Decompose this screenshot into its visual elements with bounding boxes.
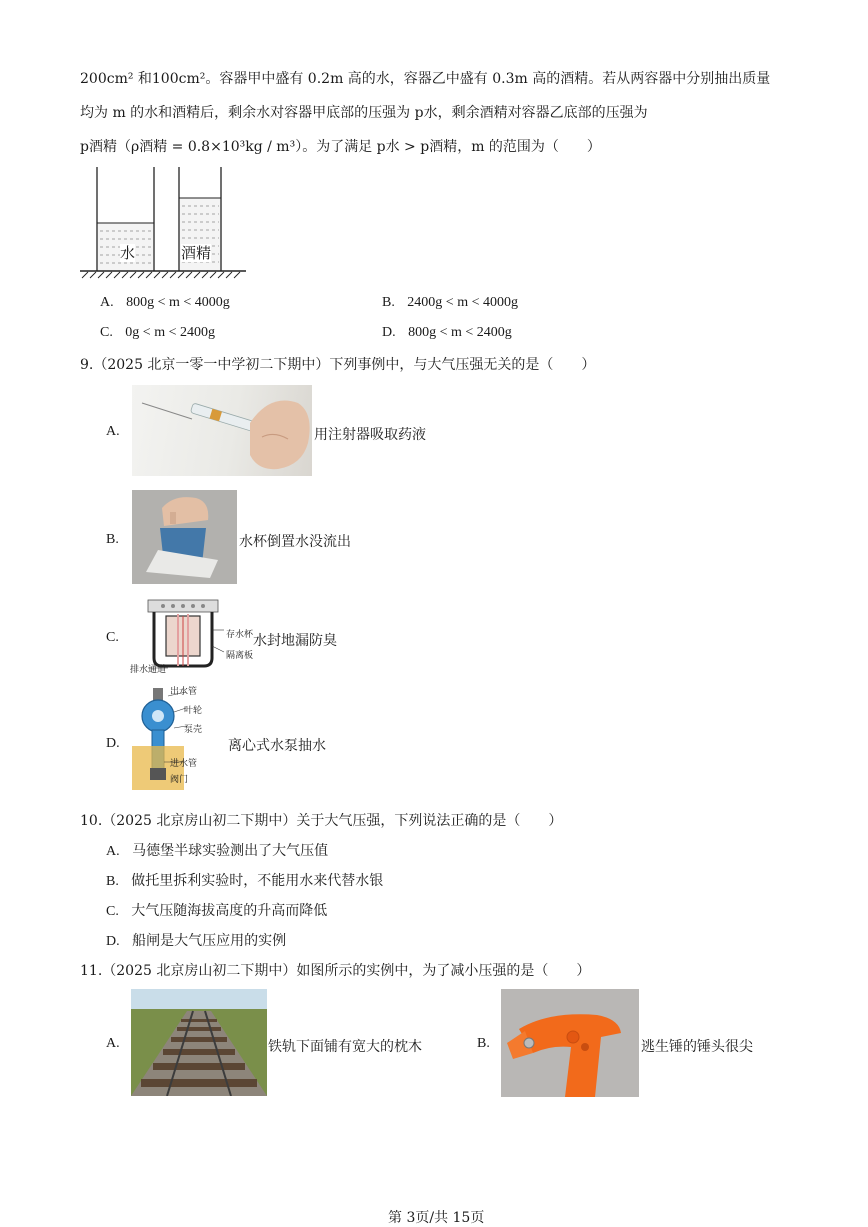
option-text: 2400g < m < 4000g <box>407 295 518 310</box>
fig-d-label: 叶轮 <box>184 706 203 716</box>
q11-stem: 11.（2025 北京房山初二下期中）如图所示的实例中，为了减小压强的是（ ） <box>80 963 591 979</box>
option-text: 做托里拆利实验时，不能用水来代替水银 <box>131 873 384 889</box>
q11-option-b-letter[interactable]: B. <box>477 1036 490 1051</box>
option-text: 0g < m < 2400g <box>125 325 215 340</box>
containers-figure <box>78 165 250 283</box>
option-letter: C. <box>100 325 113 340</box>
fig-d-label: 阀门 <box>170 775 189 785</box>
page-footer: 第 3页/共 15页 <box>388 1210 485 1226</box>
q8-option-d[interactable] <box>382 324 512 341</box>
railway-track-photo <box>131 989 267 1096</box>
fig-d-label: 出水管 <box>170 687 198 697</box>
fig-d-label: 泵壳 <box>184 725 203 735</box>
q8-stem-line-3: p酒精（ρ酒精 = 0.8×10³kg / m³）。为了满足 p水 > p酒精，m 的范围为（ ） <box>80 139 601 155</box>
option-letter: C. <box>106 904 119 919</box>
hammer-icon <box>501 989 639 1097</box>
inverted-cup-photo <box>132 490 237 584</box>
option-letter: A. <box>100 295 114 310</box>
syringe-icon <box>132 385 312 476</box>
q9-option-d-text: 离心式水泵抽水 <box>228 738 326 754</box>
q9-option-d-letter[interactable]: D. <box>106 736 120 751</box>
alcohol-label: 酒精 <box>181 244 212 262</box>
option-letter: D. <box>106 934 120 949</box>
q9-option-c-letter[interactable]: C. <box>106 630 119 645</box>
escape-hammer-photo <box>501 989 639 1097</box>
q10-option-c[interactable] <box>106 900 327 920</box>
option-text: 船闸是大气压应用的实例 <box>132 933 287 949</box>
fig-c-label: 存水杯 <box>226 630 254 640</box>
water-label: 水 <box>120 244 136 262</box>
q11-option-a-text: 铁轨下面铺有宽大的枕木 <box>268 1039 422 1055</box>
q10-option-a[interactable] <box>106 840 328 860</box>
q9-option-a-text: 用注射器吸取药液 <box>314 427 426 443</box>
option-text: 大气压随海拔高度的升高而降低 <box>131 903 328 919</box>
option-text: 800g < m < 2400g <box>408 325 512 340</box>
option-letter: B. <box>382 295 395 310</box>
fig-d-label: 进水管 <box>170 759 198 769</box>
option-letter: B. <box>106 874 119 889</box>
q10-stem: 10.（2025 北京房山初二下期中）关于大气压强，下列说法正确的是（ ） <box>80 813 563 829</box>
railway-icon <box>131 989 267 1096</box>
fig-c-label: 隔离板 <box>226 651 254 661</box>
q9-stem: 9.（2025 北京一零一中学初二下期中）下列事例中，与大气压强无关的是（ ） <box>80 357 596 373</box>
q8-option-c[interactable] <box>100 324 215 341</box>
syringe-photo <box>132 385 312 476</box>
option-text: 马德堡半球实验测出了大气压值 <box>132 843 329 859</box>
q9-option-b-text: 水杯倒置水没流出 <box>239 534 351 550</box>
q8-option-a[interactable] <box>100 294 230 311</box>
fig-c-label: 排水通道 <box>130 665 167 675</box>
q11-option-a-letter[interactable]: A. <box>106 1036 120 1051</box>
q10-option-d[interactable] <box>106 930 286 950</box>
cup-icon <box>132 490 237 584</box>
q9-option-b-letter[interactable]: B. <box>106 532 119 547</box>
option-letter: D. <box>382 325 396 340</box>
q8-stem-line-1: 200cm² 和100cm²。容器甲中盛有 0.2m 高的水，容器乙中盛有 0.3m 高的酒精。若从两容器中分别抽出质量 <box>80 71 771 87</box>
q9-option-a-letter[interactable]: A. <box>106 424 120 439</box>
option-text: 800g < m < 4000g <box>126 295 230 310</box>
q8-option-b[interactable] <box>382 294 518 311</box>
q9-option-c-text: 水封地漏防臭 <box>253 633 337 649</box>
q10-option-b[interactable] <box>106 870 383 890</box>
q11-option-b-text: 逃生锤的锤头很尖 <box>641 1039 753 1055</box>
option-letter: A. <box>106 844 120 859</box>
q8-stem-line-2: 均为 m 的水和酒精后，剩余水对容器甲底部的压强为 p水，剩余酒精对容器乙底部的压强为 <box>80 105 648 121</box>
